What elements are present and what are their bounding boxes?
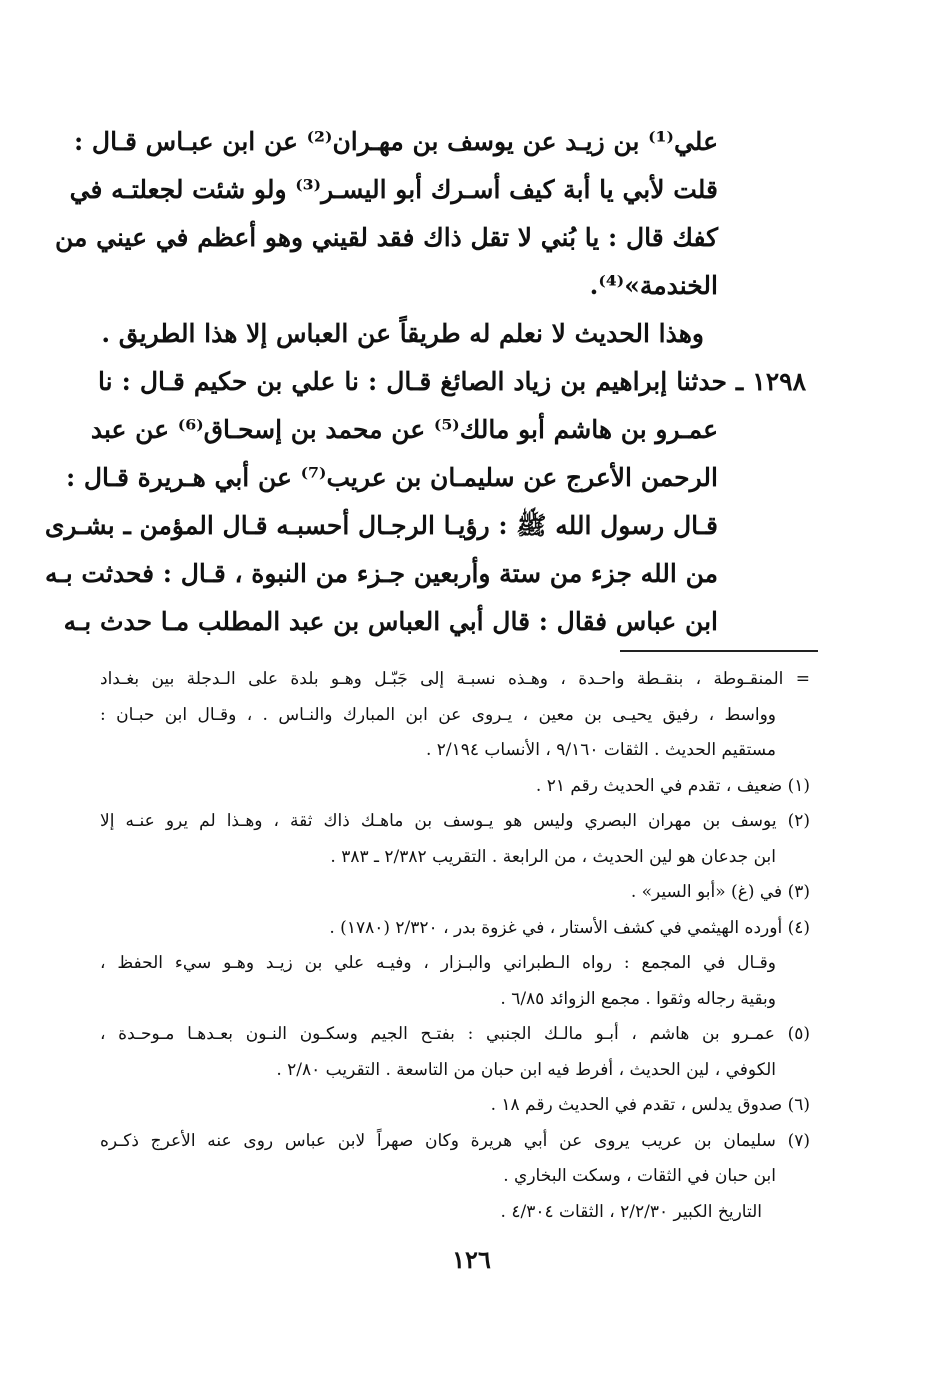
footnote-3: (٣) في (غ) «أبو السير» . [630,882,810,902]
main-line-4: الخندمة»⁽⁴⁾. [589,271,718,300]
footnote-2: (٢) يوسف بن مهران البصري وليس هو يـوسف بن ماهـك ذاك ثقة ، وهـذا لم يرو عنـه إلا [100,811,810,831]
main-line-11: ابن عباس فقال : قال أبي العباس بن عبد المطلب مـا حدث بـه [63,607,718,636]
footnote-5: (٥) عمـرو بن هاشم ، أبـو مالـك الجنبي : بفتـح الجيم وسكـون النـون بعـدهـا مـوحـدة ، [100,1024,810,1044]
main-line-3: كفك قال : يا بُني لا تقل ذاك فقد لقيني وهو أعظم في عيني من [55,223,718,252]
footnote-7-cont-2: التاريخ الكبير ٢/٢/٣٠ ، الثقات ٤/٣٠٤ . [500,1201,762,1222]
main-text-block [44,118,806,646]
footnote-line-1: = المنقـوطة ، بنقـطة واحـدة ، وهـذه نسبـة إلى جَبّـل وهـو بلدة على الـدجلة بين بغـداد [100,669,810,689]
footnote-4-cont: وقـال في المجمع : رواه الـطبراني والبـزار ، وفيـه علي بن زيـد وهـو سيء الحفظ ، [100,953,776,973]
footnotes-block [100,662,810,1230]
footnote-line-3: مستقيم الحديث . الثقات ٩/١٦٠ ، الأنساب ٢/١٩٤ . [425,740,776,760]
hadith-1298-start-line: ١٢٩٨ ـ حدثنا إبراهيم بن زياد الصائغ قـال : نا علي بن حكيم قـال : نا [98,367,806,396]
footnote-5-cont: الكوفي ، لين الحديث ، أفرط فيه ابن حبان من التاسعة . التقريب ٢/٨٠ . [276,1059,776,1080]
main-line-8: الرحمن الأعرج عن سليمـان بن عريب⁽⁷⁾ عن أبي هـريرة قـال : [65,463,718,492]
footnote-4: (٤) أورده الهيثمي في كشف الأستار ، في غزوة بدر ، ٢/٣٢٠ (١٧٨٠) . [329,917,810,938]
main-line-9: قـال رسول الله ﷺ : رؤيـا الرجـال أحسبـه قـال المؤمن ـ بشـرى [44,511,718,540]
footnote-7: (٧) سليمان بن عريب يروى عن أبي هريرة وكان صهراً لابن عباس روى عنه الأعرج ذكـره [100,1130,810,1151]
main-line-2: قلت لأبي يا أبة كيف أسـرك أبو اليسـر⁽³⁾ ولو شئت لجعلتـه في [69,175,718,204]
footnote-1: (١) ضعيف ، تقدم في الحديث رقم ٢١ . [535,775,810,796]
main-line-7: عمـرو بن هاشم أبو مالك⁽⁵⁾ عن محمد بن إسحـاق⁽⁶⁾ عن عبد [90,415,718,444]
page-number: ١٢٦ [452,1245,491,1274]
footnote-6: (٦) صدوق يدلس ، تقدم في الحديث رقم ١٨ . [490,1095,810,1115]
main-line-1: علي⁽¹⁾ بن زيـد عن يوسف بن مهـران⁽²⁾ عن ابن عبـاس قـال : [73,127,718,156]
main-line-10: من الله جزء من ستة وأربعين جـزء من النبوة ، قـال : فحدثت بـه [45,559,718,588]
footnote-2-cont: ابن جدعان هو لين الحديث ، من الرابعة . التقريب ٢/٣٨٢ ـ ٣٨٣ . [330,846,776,867]
main-line-5: وهذا الحديث لا نعلم له طريقاً عن العباس إلا هذا الطريق . [101,319,704,348]
footnote-4-cont-2: وبقية رجاله وثقوا . مجمع الزوائد ٦/٨٥ . [500,988,776,1009]
footnote-separator [620,650,818,652]
footnote-line-2: وواسط ، رفيق يحيـى بن معين ، يـروى عن ابن المبارك والنـاس . ، وقـال ابن حبـان : [100,704,776,725]
footnote-7-cont: ابن حبان في الثقات ، وسكت البخاري . [503,1166,776,1186]
